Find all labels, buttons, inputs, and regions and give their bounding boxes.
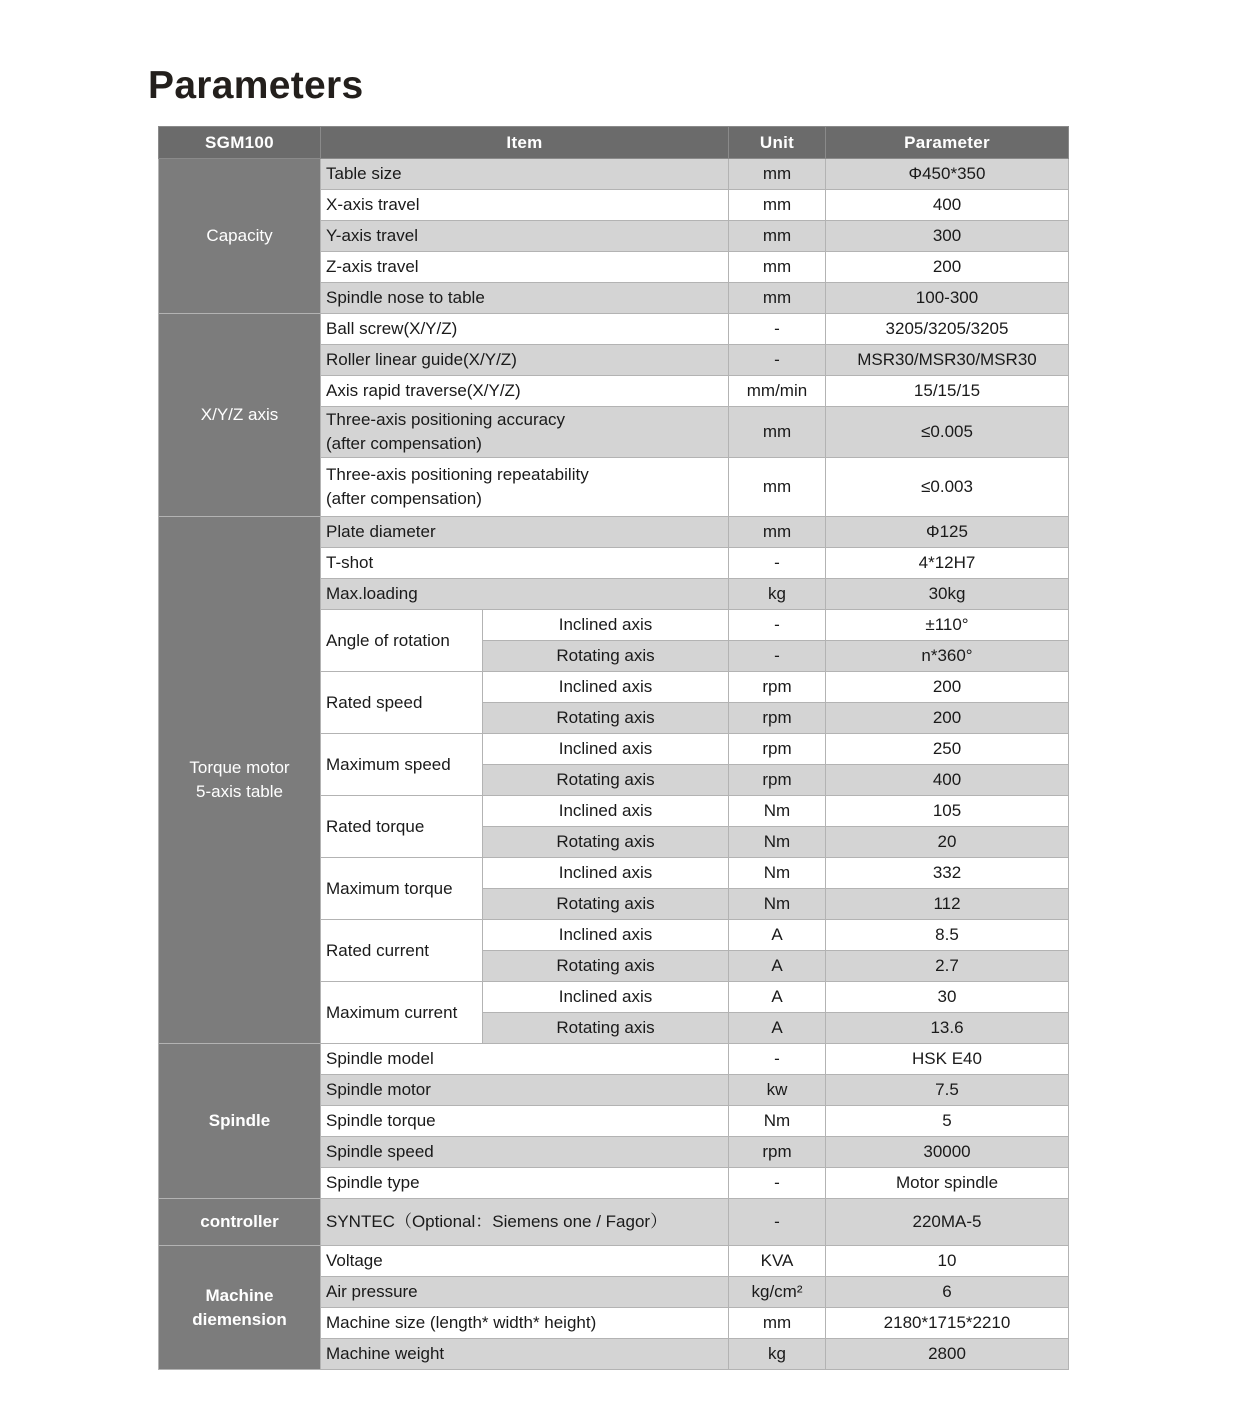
parameter-cell: 112 bbox=[826, 889, 1069, 920]
parameter-cell: 332 bbox=[826, 858, 1069, 889]
parameters-table bbox=[158, 126, 1069, 1370]
unit-cell: - bbox=[729, 641, 826, 672]
item-cell: Spindle nose to table bbox=[321, 283, 729, 314]
table-row bbox=[159, 1246, 1069, 1277]
item-line: (after compensation) bbox=[326, 489, 482, 508]
item-cell: Ball screw(X/Y/Z) bbox=[321, 314, 729, 345]
sub-item-cell: Inclined axis bbox=[483, 982, 729, 1013]
unit-cell: - bbox=[729, 1044, 826, 1075]
item-cell: Spindle motor bbox=[321, 1075, 729, 1106]
parameter-cell: 10 bbox=[826, 1246, 1069, 1277]
parameter-cell: 200 bbox=[826, 252, 1069, 283]
sub-item-cell: Inclined axis bbox=[483, 734, 729, 765]
unit-cell: - bbox=[729, 610, 826, 641]
header-unit: Unit bbox=[729, 127, 826, 159]
parameter-cell: 2.7 bbox=[826, 951, 1069, 982]
parameter-cell: 30 bbox=[826, 982, 1069, 1013]
item-line: (after compensation) bbox=[326, 434, 482, 453]
parameter-cell: ±110° bbox=[826, 610, 1069, 641]
item-cell: Z-axis travel bbox=[321, 252, 729, 283]
unit-cell: KVA bbox=[729, 1246, 826, 1277]
unit-cell: A bbox=[729, 1013, 826, 1044]
unit-cell: mm bbox=[729, 283, 826, 314]
item-cell: X-axis travel bbox=[321, 190, 729, 221]
unit-cell: mm bbox=[729, 159, 826, 190]
unit-cell: mm bbox=[729, 517, 826, 548]
section-label-line: 5-axis table bbox=[196, 782, 283, 801]
unit-cell: kw bbox=[729, 1075, 826, 1106]
unit-cell: mm/min bbox=[729, 376, 826, 407]
parameter-cell: 30000 bbox=[826, 1137, 1069, 1168]
item-cell: Y-axis travel bbox=[321, 221, 729, 252]
unit-cell: - bbox=[729, 1199, 826, 1246]
item-cell: Machine size (length* width* height) bbox=[321, 1308, 729, 1339]
unit-cell: rpm bbox=[729, 672, 826, 703]
group-label: Rated speed bbox=[321, 672, 483, 734]
section-capacity-label: Capacity bbox=[159, 159, 321, 314]
sub-item-cell: Rotating axis bbox=[483, 703, 729, 734]
unit-cell: mm bbox=[729, 458, 826, 517]
table-row bbox=[159, 517, 1069, 548]
parameter-cell: 6 bbox=[826, 1277, 1069, 1308]
table-header-row bbox=[159, 127, 1069, 159]
parameter-cell: 200 bbox=[826, 672, 1069, 703]
group-label: Maximum torque bbox=[321, 858, 483, 920]
parameter-cell: 2180*1715*2210 bbox=[826, 1308, 1069, 1339]
parameter-cell: 13.6 bbox=[826, 1013, 1069, 1044]
unit-cell: Nm bbox=[729, 796, 826, 827]
unit-cell: rpm bbox=[729, 765, 826, 796]
section-controller-label: controller bbox=[159, 1199, 321, 1246]
section-label-line: Machine bbox=[205, 1285, 274, 1305]
parameter-cell: 8.5 bbox=[826, 920, 1069, 951]
parameter-cell: 7.5 bbox=[826, 1075, 1069, 1106]
parameter-cell: MSR30/MSR30/MSR30 bbox=[826, 345, 1069, 376]
unit-cell: Nm bbox=[729, 1106, 826, 1137]
table-row bbox=[159, 159, 1069, 190]
sub-item-cell: Rotating axis bbox=[483, 889, 729, 920]
parameter-cell: 100-300 bbox=[826, 283, 1069, 314]
item-cell: Axis rapid traverse(X/Y/Z) bbox=[321, 376, 729, 407]
sub-item-cell: Inclined axis bbox=[483, 858, 729, 889]
parameter-cell: 30kg bbox=[826, 579, 1069, 610]
parameter-cell: 4*12H7 bbox=[826, 548, 1069, 579]
parameter-cell: 250 bbox=[826, 734, 1069, 765]
sub-item-cell: Rotating axis bbox=[483, 827, 729, 858]
parameter-cell: 200 bbox=[826, 703, 1069, 734]
item-cell: Voltage bbox=[321, 1246, 729, 1277]
group-label: Rated torque bbox=[321, 796, 483, 858]
unit-cell: mm bbox=[729, 1308, 826, 1339]
unit-cell: rpm bbox=[729, 703, 826, 734]
sub-item-cell: Rotating axis bbox=[483, 765, 729, 796]
item-line: Three-axis positioning repeatability bbox=[326, 465, 589, 484]
sub-item-cell: Rotating axis bbox=[483, 1013, 729, 1044]
header-item: Item bbox=[321, 127, 729, 159]
item-cell: Air pressure bbox=[321, 1277, 729, 1308]
section-label-line: Torque motor bbox=[189, 758, 290, 777]
unit-cell: rpm bbox=[729, 1137, 826, 1168]
parameter-cell: HSK E40 bbox=[826, 1044, 1069, 1075]
sub-item-cell: Inclined axis bbox=[483, 920, 729, 951]
unit-cell: mm bbox=[729, 407, 826, 458]
item-cell: Spindle torque bbox=[321, 1106, 729, 1137]
parameter-cell: 5 bbox=[826, 1106, 1069, 1137]
section-xyz-label: X/Y/Z axis bbox=[159, 314, 321, 517]
unit-cell: rpm bbox=[729, 734, 826, 765]
item-line: Three-axis positioning accuracy bbox=[326, 410, 566, 429]
parameter-cell: ≤0.005 bbox=[826, 407, 1069, 458]
group-label: Angle of rotation bbox=[321, 610, 483, 672]
parameter-cell: n*360° bbox=[826, 641, 1069, 672]
group-label: Rated current bbox=[321, 920, 483, 982]
parameter-cell: 400 bbox=[826, 190, 1069, 221]
unit-cell: A bbox=[729, 920, 826, 951]
sub-item-cell: Inclined axis bbox=[483, 672, 729, 703]
page-title: Parameters bbox=[148, 64, 364, 107]
section-label-line: diemension bbox=[192, 1309, 287, 1329]
item-cell: Machine weight bbox=[321, 1339, 729, 1370]
parameter-cell: Motor spindle bbox=[826, 1168, 1069, 1199]
parameter-cell: Φ450*350 bbox=[826, 159, 1069, 190]
unit-cell: - bbox=[729, 314, 826, 345]
parameter-cell: 2800 bbox=[826, 1339, 1069, 1370]
item-cell: Spindle speed bbox=[321, 1137, 729, 1168]
sub-item-cell: Inclined axis bbox=[483, 796, 729, 827]
item-cell: Roller linear guide(X/Y/Z) bbox=[321, 345, 729, 376]
parameter-cell: 15/15/15 bbox=[826, 376, 1069, 407]
sub-item-cell: Inclined axis bbox=[483, 610, 729, 641]
unit-cell: - bbox=[729, 345, 826, 376]
item-cell: Spindle type bbox=[321, 1168, 729, 1199]
group-label: Maximum speed bbox=[321, 734, 483, 796]
unit-cell: mm bbox=[729, 190, 826, 221]
unit-cell: kg bbox=[729, 1339, 826, 1370]
item-cell: Max.loading bbox=[321, 579, 729, 610]
parameter-cell: 20 bbox=[826, 827, 1069, 858]
table-row bbox=[159, 1044, 1069, 1075]
unit-cell: A bbox=[729, 982, 826, 1013]
unit-cell: Nm bbox=[729, 827, 826, 858]
unit-cell: - bbox=[729, 1168, 826, 1199]
item-cell: Spindle model bbox=[321, 1044, 729, 1075]
item-cell: SYNTEC（Optional：Siemens one / Fagor） bbox=[321, 1199, 729, 1246]
item-cell: T-shot bbox=[321, 548, 729, 579]
parameter-cell: Φ125 bbox=[826, 517, 1069, 548]
section-table-label bbox=[159, 517, 321, 1044]
unit-cell: kg/cm² bbox=[729, 1277, 826, 1308]
unit-cell: Nm bbox=[729, 858, 826, 889]
unit-cell: mm bbox=[729, 252, 826, 283]
sub-item-cell: Rotating axis bbox=[483, 641, 729, 672]
unit-cell: - bbox=[729, 548, 826, 579]
header-model: SGM100 bbox=[159, 127, 321, 159]
item-cell: Plate diameter bbox=[321, 517, 729, 548]
item-cell bbox=[321, 458, 729, 517]
unit-cell: mm bbox=[729, 221, 826, 252]
unit-cell: A bbox=[729, 951, 826, 982]
parameter-cell: 400 bbox=[826, 765, 1069, 796]
sub-item-cell: Rotating axis bbox=[483, 951, 729, 982]
parameter-cell: 105 bbox=[826, 796, 1069, 827]
section-spindle-label: Spindle bbox=[159, 1044, 321, 1199]
header-parameter: Parameter bbox=[826, 127, 1069, 159]
table-row bbox=[159, 1199, 1069, 1246]
parameter-cell: 300 bbox=[826, 221, 1069, 252]
table-row bbox=[159, 314, 1069, 345]
section-machine-label bbox=[159, 1246, 321, 1370]
parameter-cell: 220MA-5 bbox=[826, 1199, 1069, 1246]
unit-cell: kg bbox=[729, 579, 826, 610]
unit-cell: Nm bbox=[729, 889, 826, 920]
parameter-cell: ≤0.003 bbox=[826, 458, 1069, 517]
item-cell bbox=[321, 407, 729, 458]
parameter-cell: 3205/3205/3205 bbox=[826, 314, 1069, 345]
group-label: Maximum current bbox=[321, 982, 483, 1044]
item-cell: Table size bbox=[321, 159, 729, 190]
